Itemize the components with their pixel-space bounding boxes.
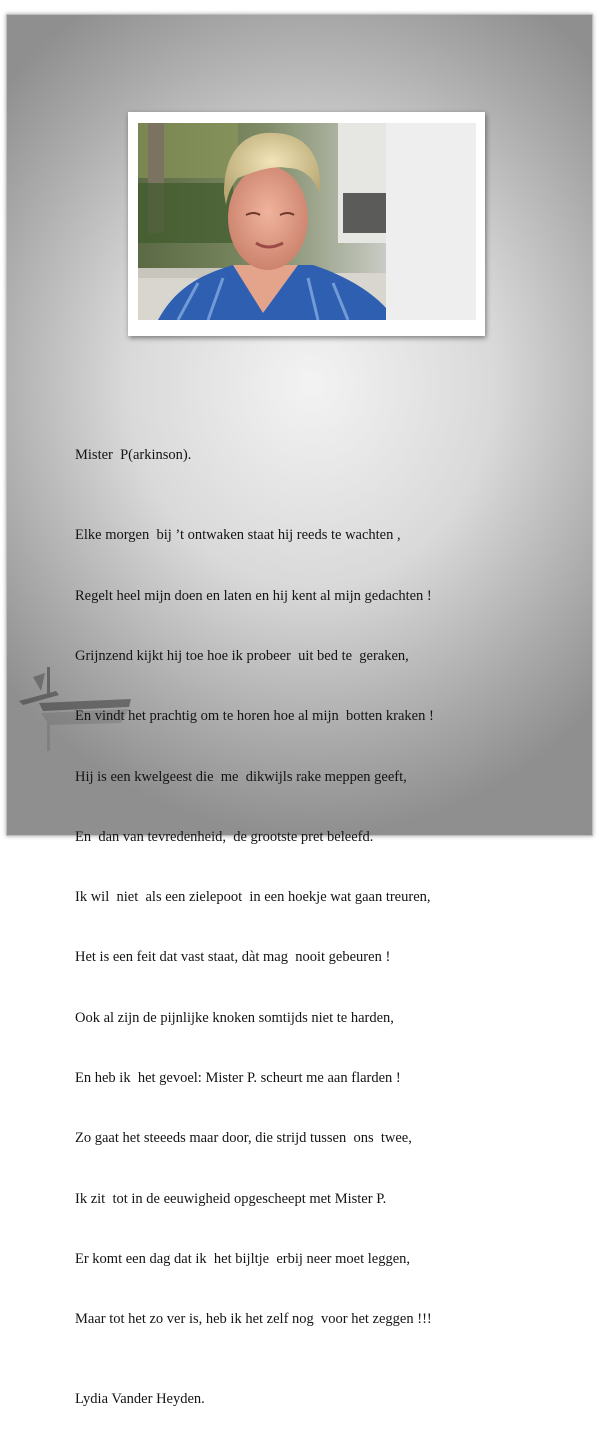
photo-blank-area (386, 123, 476, 320)
poem-line: Ook al zijn de pijnlijke knoken somtijds niet te harden, (75, 1009, 394, 1026)
poem-line: Maar tot het zo ver is, heb ik het zelf nog voor het zeggen !!! (75, 1311, 432, 1328)
poem-line: Ik zit tot in de eeuwigheid opgescheept met Mister P. (75, 1190, 387, 1207)
poem-line: Regelt heel mijn doen en laten en hij kent al mijn gedachten ! (75, 587, 432, 604)
poem-line: Elke morgen bij ’t ontwaken staat hij reeds te wachten , (75, 527, 401, 544)
poem-line: En vindt het prachtig om te horen hoe al mijn botten kraken ! (75, 708, 434, 725)
poem-line: En heb ik het gevoel: Mister P. scheurt me aan flarden ! (75, 1070, 401, 1086)
poem-page (6, 14, 593, 1408)
poem-author: Lydia Vander Heyden. (75, 1391, 205, 1408)
poem-line: En dan van tevredenheid, de grootste pret beleefd. (75, 828, 374, 845)
poem-line: Het is een feit dat vast staat, dàt mag nooit gebeuren ! (75, 949, 391, 966)
poem-line: Zo gaat het steeeds maar door, die strijd tussen ons twee, (75, 1130, 412, 1147)
poem-title: Mister P(arkinson). (75, 447, 192, 464)
poem-text (75, 405, 575, 1450)
photo-frame (128, 112, 485, 336)
portrait-photo (138, 123, 386, 320)
poem-line: Grijnzend kijkt hij toe hoe ik probeer uit bed te geraken, (75, 648, 409, 665)
poem-line: Ik wil niet als een zielepoot in een hoekje wat gaan treuren, (75, 889, 431, 906)
poem-line: Er komt een dag dat ik het bijltje erbij neer moet leggen, (75, 1250, 411, 1267)
poem-line: Hij is een kwelgeest die me dikwijls rake meppen geeft, (75, 768, 407, 785)
